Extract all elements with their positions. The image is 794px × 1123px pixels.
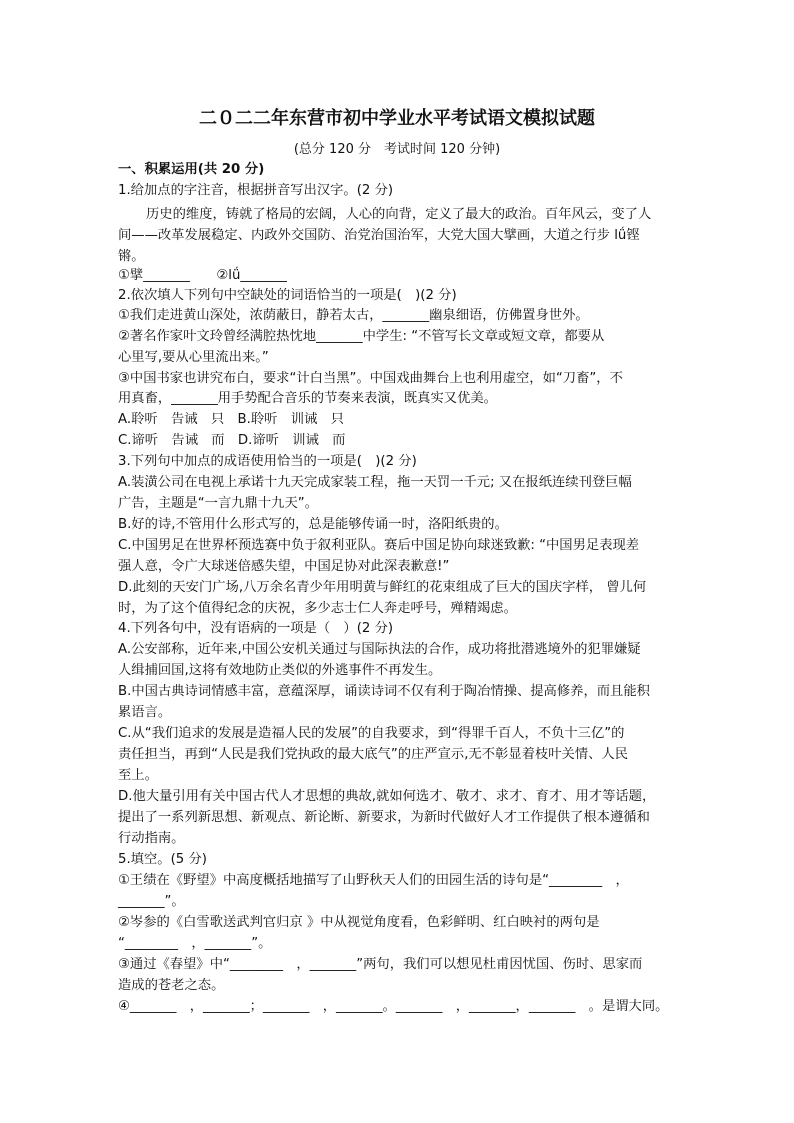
option-line: 人缉捕回国,这将有效地防止类似的外逃事件不再发生。 [118, 663, 442, 678]
answer-blanks: ①擘_______ ②lǘ_______ [118, 268, 287, 283]
option-line: 强人意，令广大球迷倍感失望，中国足协对此深表歉意!” [118, 559, 450, 574]
question-text: ③中国书家也讲究布白，要求“计白当黑”。中国戏曲舞台上也利用虚空，如“刀畜”，不 [118, 371, 623, 386]
fill-blank-line: ④_______ ，_______；_______ ，_______。_______ ，_______，_______ 。是谓大同。 [118, 999, 669, 1014]
fill-blank-line: ①王绩在《野望》中高度概括地描写了山野秋天人们的田园生活的诗句是“________ ， [118, 873, 629, 888]
fill-blank-line: _______”。 [118, 894, 185, 909]
passage-line: 历史的维度，铸就了格局的宏阔，人心的向背，定义了最大的政治。百年风云，变了人 [146, 207, 652, 222]
option-line: 时，为了这个值得纪念的庆祝，多少志士仁人奔走呼号，殚精竭虑。 [118, 601, 517, 616]
question-2: 2.依次填人下列句中空缺处的词语恰当的一项是( )(2 分) [118, 288, 457, 303]
fill-blank-line: ③通过《春望》中“________ ，_______”两句，我们可以想见杜甫因忧国、伤时、思家而 [118, 957, 643, 972]
option-line: 广告，主题是“一言九鼎十九天”。 [118, 496, 318, 511]
question-text: 用真畜，_______用手势配合音乐的节奏来表演，既真实又优美。 [118, 391, 497, 406]
question-3: 3.下列句中加点的成语使用恰当的一项是( )(2 分) [118, 454, 417, 469]
question-5: 5.填空。(5 分) [118, 852, 207, 867]
passage-line: 间——改革发展稳定、内政外交国防、治党治国治军，大党大国大擘画，大道之行步 lǘ铿 [118, 228, 640, 243]
question-text: ②著名作家叶文玲曾经满腔热忱地_______中学生: “不管写长文章或短文章，都要从 [118, 329, 605, 344]
option-line: 累语言。 [118, 705, 172, 720]
question-1: 1.给加点的字注音，根据拼音写出汉字。(2 分) [118, 183, 394, 198]
option-line: A.公安部称，近年来,中国公安机关通过与国际执法的合作，成功将批潜逃境外的犯罪嫌疑 [118, 642, 641, 657]
question-text: 心里写,要从心里流出来。” [118, 350, 269, 365]
section-heading: 一、积累运用(共 20 分) [118, 162, 265, 177]
option-line: B.好的诗,不管用什么形式写的，总是能够传诵一时，洛阳纸贵的。 [118, 517, 508, 532]
option-line: C.中国男足在世界杯预选赛中负于叙利亚队。赛后中国足协向球迷致歉: “中国男足表现差 [118, 538, 640, 553]
option-line: A.装潢公司在电视上承诺十九天完成家装工程，拖一天罚一千元; 又在报纸连续刊登巨幅 [118, 475, 632, 490]
option-line: C.谛听 告诫 而 D.谛听 训诫 而 [118, 433, 346, 448]
passage-line: 锵。 [118, 249, 145, 264]
question-text: ①我们走进黄山深处，浓荫蔽日，静若太古，_______幽泉细语，仿佛置身世外。 [118, 308, 589, 323]
option-line: B.中国古典诗词情感丰富，意蕴深厚，诵读诗词不仅有利于陶冶情操、提高修养，而且能积 [118, 684, 650, 699]
exam-subtitle: (总分 120 分 考试时间 120 分钟) [293, 142, 501, 157]
fill-blank-line: “________ ，_______”。 [118, 936, 272, 951]
exam-title: 二０二二年东营市初中学业水平考试语文模拟试题 [199, 108, 595, 129]
option-line: D.他大量引用有关中国古代人才思想的典故,就如何选才、敬才、求才、育才、用才等话题， [118, 789, 656, 804]
option-line: 行动指南。 [118, 831, 185, 846]
option-line: C.从“我们追求的发展是造福人民的发展”的自我要求，到“得罪千百人，不负十三亿”的 [118, 726, 625, 741]
question-4: 4.下列各句中，没有语病的一项是（ ）(2 分) [118, 621, 394, 636]
option-line: A.聆听 告诫 只 B.聆听 训诫 只 [118, 412, 344, 427]
fill-blank-line: ②岑参的《白雪歌送武判官归京 》中从视觉角度看，色彩鲜明、红白映衬的两句是 [118, 915, 600, 930]
fill-blank-line: 造成的苍老之态。 [118, 978, 225, 993]
option-line: 责任担当，再到“人民是我们党执政的最大底气”的庄严宣示,无不彰显着枝叶关情、人民 [118, 747, 628, 762]
option-line: D.此刻的天安门广场,八万余名青少年用明黄与鲜红的花束组成了巨大的国庆字样， 曾儿何 [118, 580, 647, 595]
option-line: 提出了一系列新思想、新观点、新论断、新要求，为新时代做好人才工作提供了根本遵循和 [118, 810, 650, 825]
option-line: 至上。 [118, 768, 158, 783]
